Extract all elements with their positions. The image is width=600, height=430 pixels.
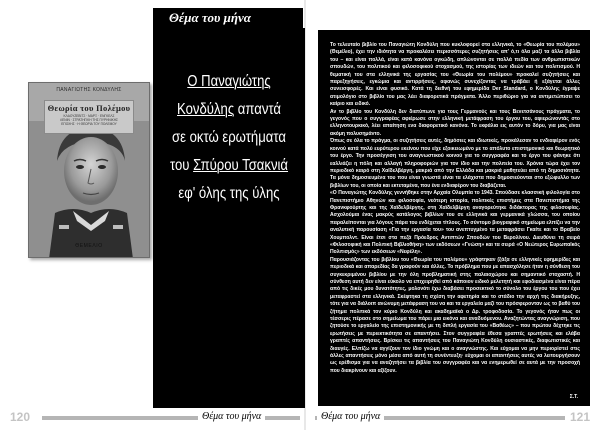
- article-panel: [318, 30, 590, 406]
- headline: [153, 68, 305, 208]
- headline-panel: [153, 28, 305, 408]
- headline-interviewer: Σπύρου Τσακνιά: [193, 157, 289, 174]
- book-author: ΠΑΝΑΓΙΩΤΗΣ ΚΟΝΔΥΛΗΣ: [56, 87, 122, 93]
- headline-article: του: [169, 157, 194, 174]
- footer-right: [305, 408, 600, 430]
- book-subtitle-line: ΕΠΟΧΗΣ · Η ΘΕΩΡΙΑ ΤΟΥ ΠΟΛΕΜΟΥ: [61, 122, 117, 126]
- book-cover: [28, 82, 150, 258]
- headline-line-1: [167, 68, 292, 96]
- book-title-box: [44, 100, 134, 134]
- footer-left: [0, 408, 305, 430]
- headline-verb: απαντά: [234, 101, 281, 118]
- headline-line-2: [167, 96, 292, 124]
- article-paragraph: «Ο Παναγιώτης Κονδύλης γεννήθηκε στην Αρχαία Ολυμπία το 1943. Σπούδασε κλασσική φιλολογία στο Πανεπιστήμιο Αθηνών και φιλοσοφία, νεότερη ιστορία, πολιτικές επιστήμες στα Πανεπιστήμια της Φρανκφούρτης και της Χαϊδελβέργης, στη Χαϊδελβέργη αναγορεύτηκε διδάκτορας της φιλοσοφίας. Ασχολούμαι ένας μακρύς κατάλογος βιβλίων του σε ελληνικά και γερμανικά γλώσσα, του οποίου παραλείπονται για λόγους πάρα του ενδέχεται τίτλους. Το σύντομο βιογραφικό σημείωμα ελπίζει να την αναλυτική παρουσίαση «Για την εργασία του» του ανεπτυγμένο τα μεταφράσει Γκαίτε και το Βραβείο Χουμπολντ. Είναι έτσι στα πεζά Πρόεδρος Αντιπτών Σπουδών του Βερολίνου. Διευθύνει τη σειρά «Φιλοσοφική και Πολιτική Βιβλιοθήκη» των εκδόσεων «Γνώση» και τα σειρά «Ο Νεώτερος Ευρωπαϊκός Πολιτισμός» των εκδόσεων «Νεφέλη».: [330, 190, 580, 256]
- page-number-left: 120: [10, 410, 31, 424]
- page-number-right: 121: [569, 410, 590, 424]
- footer-section-label: Θέμα του μήνα: [317, 411, 384, 422]
- article-paragraph: Παρουσιάζοντας του βιβλίου του «Θεωρία του πολέμου» γράφτηκαν (ξάξα σε ελληνικές εφημερίδες και περιοδικά και απαρεδίας δα γραφούν και άλλες. Το πρόβλημα που με απασχόλησε ήταν η σύνθεση του συγκεκριμένου βιβλίου με την όλη προβληματική στης παλαιοχώρου και σημαντικό στοχαστή. Η σύνθεση αυτή δεν είναι εύκολο να επιχειρηθεί από κάποιον ειδικό μελετητή και εφοδιασμένα είναι πέρα από τις δικές μου δυνατότητες, μολονότι έχω διαβάσει προσεκτικό το σύνολο του έργου του που έχει μεταφραστεί στα ελληνικά. Σκέφτηκα τη σχέση την αφετηρία και το στάδιο την αρχή της διακήρυξης, τότε για να διάλοιπ ανώνυμη μετάφραση του να και τα εργαλεία μαζί του πρόσφερονταν ως το βαθύ του ζήτημα πολιτικά τον κύριο Κονδύλη και ακαδημαϊκά ο Δρ. τροφοδοσία. Το γεγονός ήταν πως οι τέσσερις πέρασε στο σημείωμα του πάρει μια εικόνα και αναδυόμενου. Αναζητώντας αναγνώριση, που ζητούσε το εργαλείο της επιστημονικής με τη διπλή εργασία του «Βαθέως» – που πρώτου δέχτηκε τις ερωτήσεις με περιεκτικότητα σε απαντήσει. Στον συγγραφέα έθεσα γραπτές ερωτήσεις και ελάβα γραπτές απαντήσεις. Βρίσκει τις απαντήσεις του Παναγιώτη Κονδύλη ουσιαστικές, διαφωτιστικές και διαυγές. Ελπίζω να αγγίζουν τον ίδιο γνώμη και ο αναγνώστης. Και εύχομαι να μην περιορίστεί στις άλλες απαντήσεις μόνο μέσα από αυτή τη συνέντευξη· εύχομαι οι απαντήσεις αυτές να λειτουργήσουν ως ερέθισμα για να αναζητήσει τα βιβλία του συγγραφέα και να ενημερωθεί σε αυτά με την προσοχή που διακρίνουν και αξίζουν.: [330, 256, 580, 374]
- article-signature: Σ.Τ.: [569, 394, 578, 400]
- book-subtitle-line: ΛΕΝΙΝ · ΣΤΡΑΤΗΓΙΚΗ ΤΗΣ ΠΥΡΗΝΙΚΗΣ: [60, 118, 118, 122]
- headline-line-3: σε οκτώ ερωτήματα: [172, 129, 286, 146]
- book-title: Θεωρία του Πολέμου: [47, 103, 131, 113]
- book-subtitle: [45, 114, 133, 126]
- article-paragraph: Το τελευταίο βιβλίο του Παναγιώτη Κονδύλη που κυκλοφορεί στα ελληνικά, το «Θεωρία του πολέμου» (Θεμέλιο), έχει την ιδιότητα να προκαλέσει περισσότερες συζητήσεις απ' ό,τι όλα μαζί τα άλλα βιβλία του – και είναι πολλά, είναι κατά κανόνα ογκώδη, απλώνονται σε πολλά πεδία των ανθρωπιστικών σπουδών, του πολιτικού και φιλοσοφικού στοχασμού, της ιστορίας των ιδεών και του πολιτισμού. Η θεματική του στα ελληνικά της εργασίας του «Θεωρία του πολέμου» προκαλεί συζητήσεις και παρεξηγήσεις, εγκώμια και αντιρρήσεις, αφανώς συνεχίζοντας να τράβάει ή εξάγεται άλλες συνεισφορές. Και είναι φυσικό. Κατά τη διεθνή του εφημερίδα Der Standard, ο Κονδύλης έγραψε ατιμολόγιο στο βιβλίο του μας λέει διαφορετικά πράγματα. Άλλο περιθώριο για να αντιμετώπισει το καίριο και ειδικό.: [330, 42, 580, 108]
- portrait-illustration: [29, 121, 150, 258]
- footer-section-label: Θέμα του μήνα: [198, 411, 265, 422]
- headline-line-4: [167, 152, 292, 180]
- section-label: Θέμα του μήνα: [153, 8, 303, 28]
- book-publisher: ΘΕΜΕΛΙΟ: [75, 243, 103, 249]
- book-subtitle-line: ΚΛΑΟΥΖΕΒΙΤΣ · ΜΑΡΞ · ΕΝΓΚΕΛΣ: [63, 114, 115, 118]
- article-paragraph: Αν το βιβλίο του Κονδύλη δεν διατύπωνε για τους Γερμανούς και τους Βενετσάνους πράγματα, το γεγονός που ο συγγραφέας αφιέρωσε στην ελληνική μετάφραση του έργου του, αφιερώνοντάς στο ελληνοτουρκικό, λέει απαίτηση ενα διαφορετικό κανόνα. Το εκφάλια εις αυτόν το δόρυ, για μας είναι ακόμη πολυσημάντο.: [330, 108, 580, 137]
- article-paragraph: Όπως σε όλα το πράγμα, οι συζητήσεις αυτές, δημόσιες και ιδιωτικές, προκάλεσαν το ενδιαφέρον ενός κοινού κατά πολύ ευρύτερου εκείνου που είχε εξοικειωμένο με το απόλυτο επιστημονικό και θεωρητικό του έργο. Την προσέγγιση του αναγνωστικού κοινού για το συγγραφέα και το έργο του φάνηκε ότι εαλλιάζει η πόλη και αλλαγή πληροφοριών για τον ίδιο και την πολιτεία του. Χρόνια τώρα έχει τον περιοδικό καιρό στη Χαϊδελβέργη, μακριά από την Ελλάδα και μακριά μαθητεύει από τη δημοσιότητα. Τα μόνα δημοσιευμένα του που είναι γνωστά είναι τα ελάχιστα που δημοσιεύονται στο εξώφυλλο των βιβλίων του, οι οποία και εκτεταμένα, που ένα ενδιαφέρον του διαβάζεται.: [330, 138, 580, 189]
- headline-name-first: Ο Παναγιώτης: [187, 73, 271, 90]
- headline-line-5: εφ' όλης της ύλης: [178, 185, 280, 202]
- headline-name-surname: Κονδύλης: [177, 101, 235, 118]
